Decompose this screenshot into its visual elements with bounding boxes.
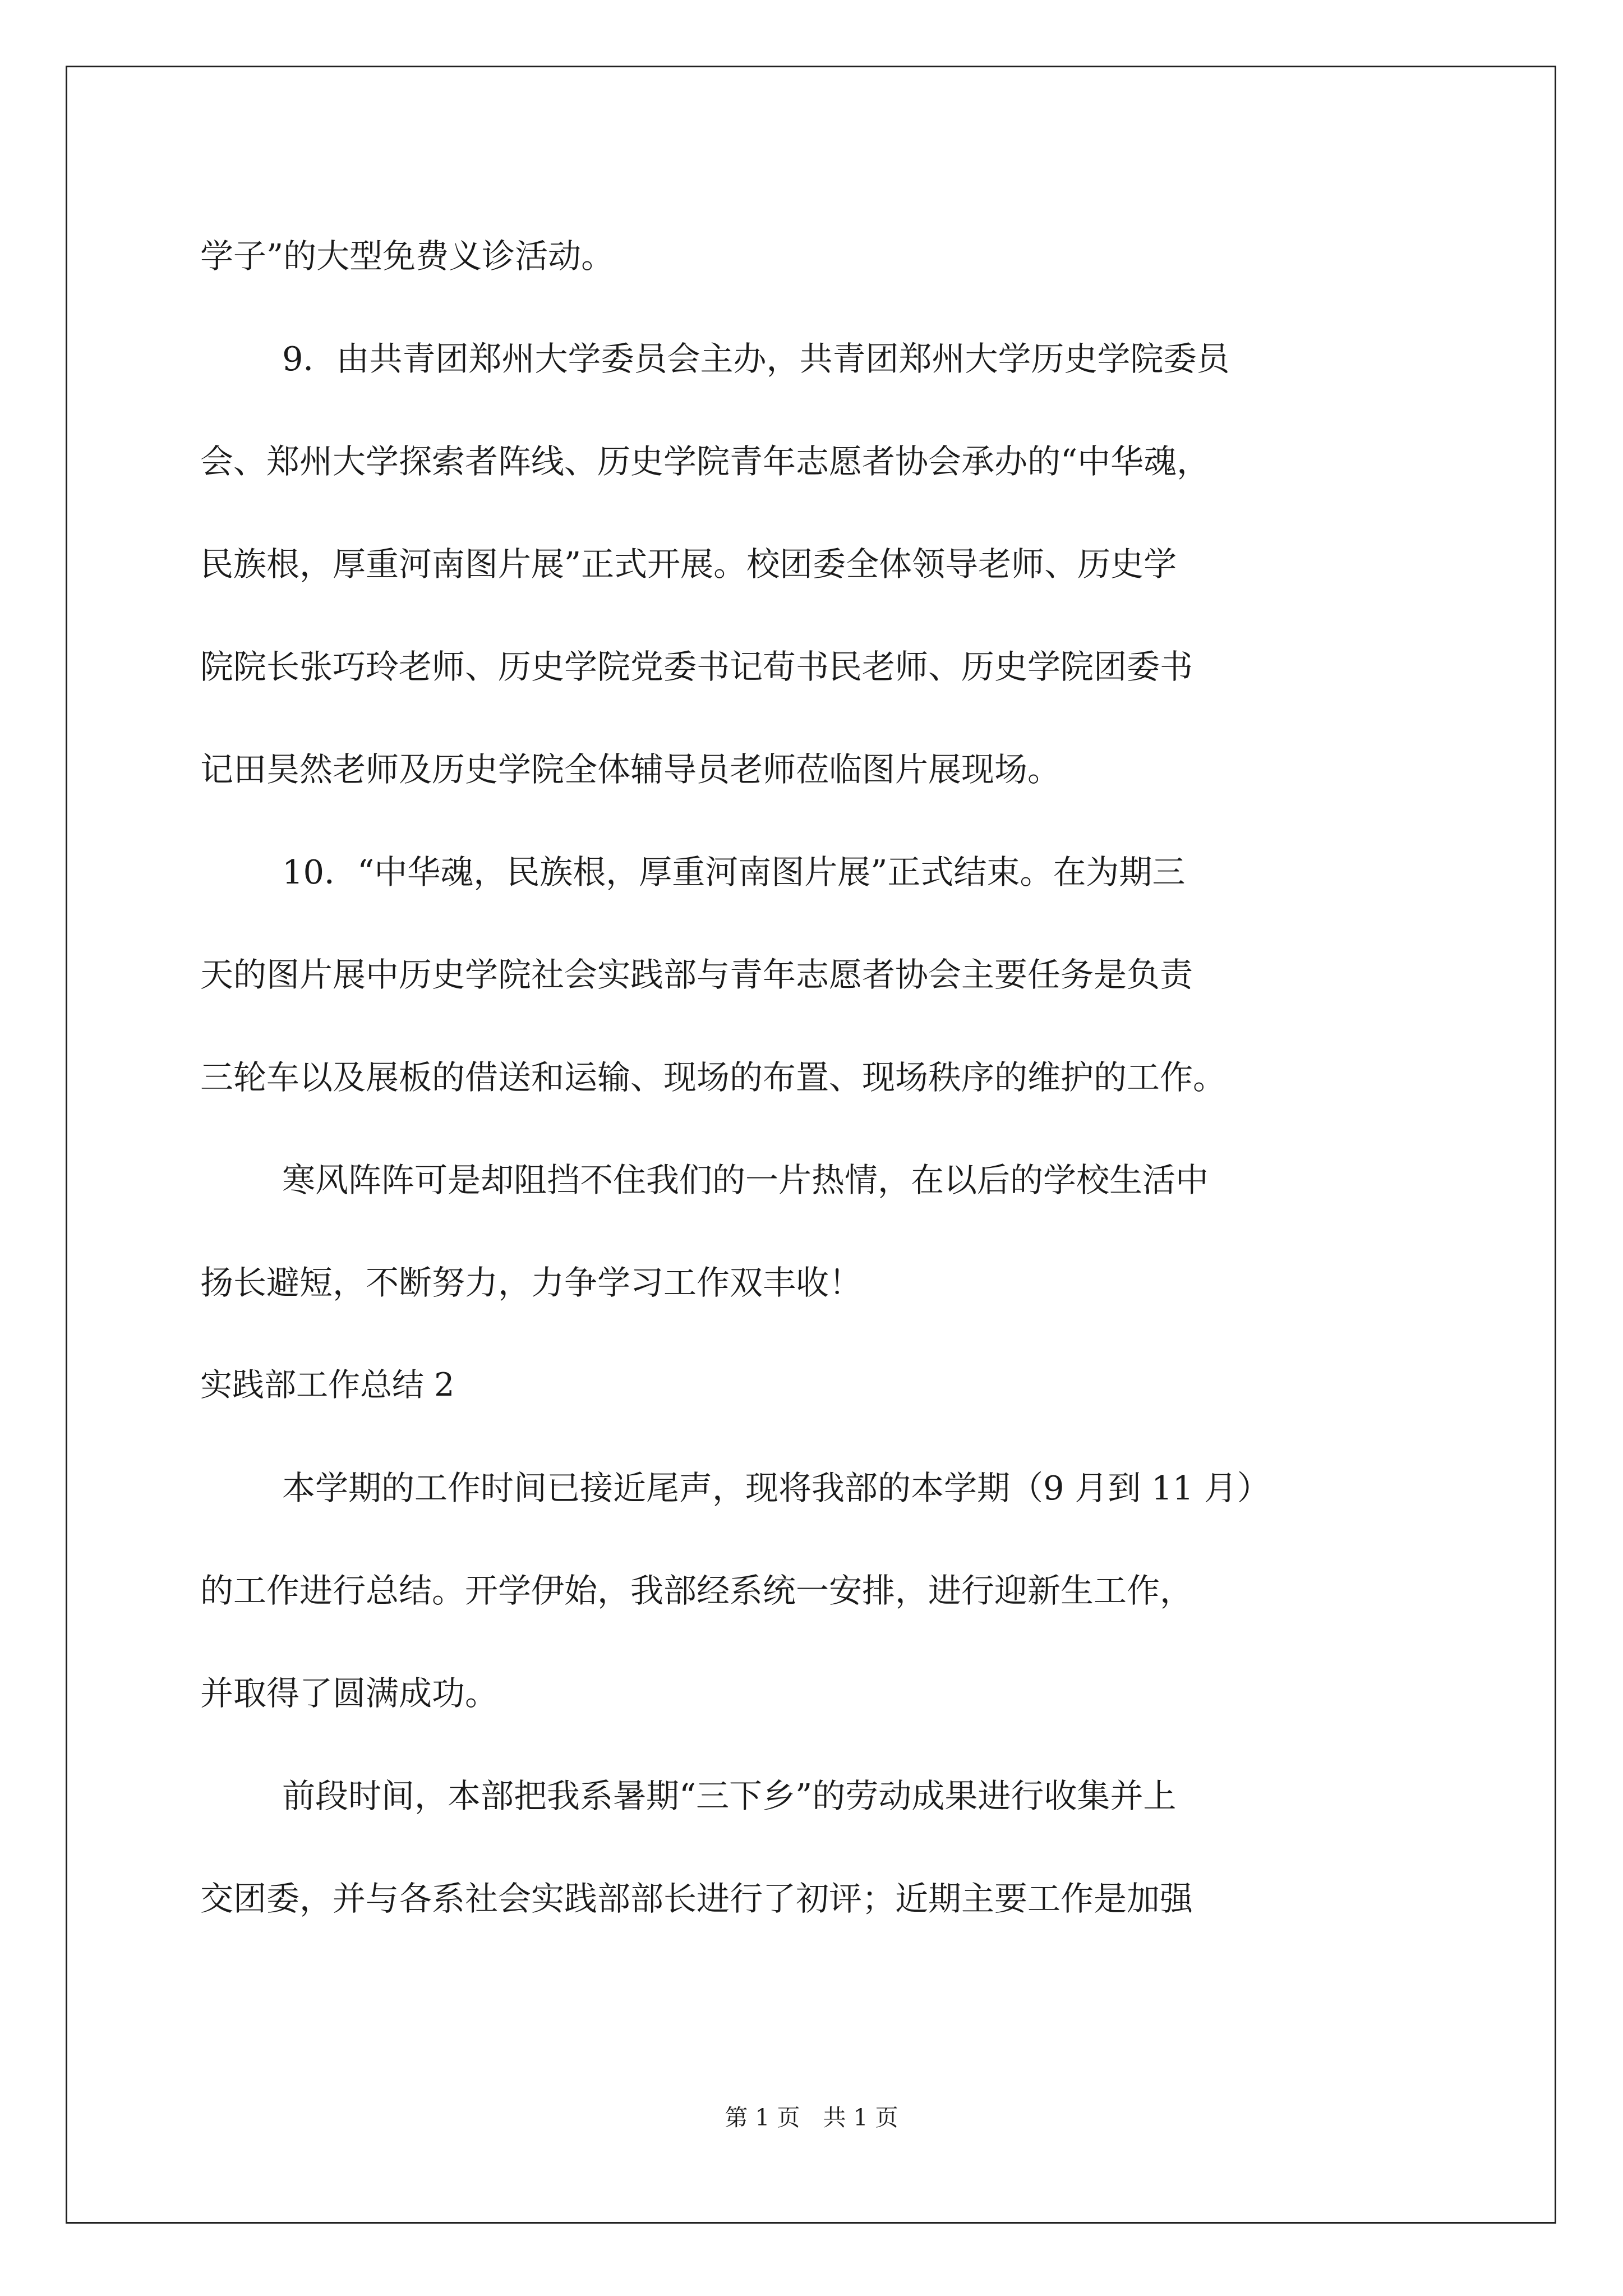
text-line: 三轮车以及展板的借送和运输、现场的布置、现场秩序的维护的工作。: [200, 1058, 1227, 1097]
text-line: 记田昊然老师及历史学院全体辅导员老师莅临图片展现场。: [200, 750, 1061, 789]
text-line: 天的图片展中历史学院社会实践部与青年志愿者协会主要任务是负责: [200, 955, 1193, 994]
section-heading: 实践部工作总结 2: [200, 1366, 455, 1404]
paragraph-start: 前段时间，本部把我系暑期“三下乡”的劳动成果进行收集并上: [282, 1777, 1177, 1815]
page-footer: 第 1 页 共 1 页: [725, 2104, 898, 2131]
text-line: 交团委，并与各系社会实践部部长进行了初评；近期主要工作是加强: [200, 1879, 1193, 1918]
text-line: 会、郑州大学探索者阵线、历史学院青年志愿者协会承办的“中华魂，: [200, 442, 1210, 481]
text-line: 扬长避短，不断努力，力争学习工作双丰收！: [200, 1263, 863, 1302]
paragraph-closing-start: 寒风阵阵可是却阻挡不住我们的一片热情，在以后的学校生活中: [282, 1161, 1209, 1199]
document-body: [200, 205, 1434, 1950]
paragraph-10-start: 10．“中华魂，民族根，厚重河南图片展”正式结束。在为期三: [282, 853, 1186, 891]
paragraph-start: 本学期的工作时间已接近尾声，现将我部的本学期（9 月到 11 月）: [282, 1469, 1270, 1507]
text-line: 的工作进行总结。开学伊始，我部经系统一安排，进行迎新生工作，: [200, 1571, 1193, 1610]
text-line: 学子”的大型免费义诊活动。: [200, 237, 615, 275]
paragraph-9-start: 9．由共青团郑州大学委员会主办，共青团郑州大学历史学院委员: [282, 339, 1230, 378]
text-line: 民族根，厚重河南图片展”正式开展。校团委全体领导老师、历史学: [200, 545, 1177, 583]
text-line: 院院长张巧玲老师、历史学院党委书记荀书民老师、历史学院团委书: [200, 647, 1193, 686]
text-line: 并取得了圆满成功。: [200, 1674, 499, 1713]
